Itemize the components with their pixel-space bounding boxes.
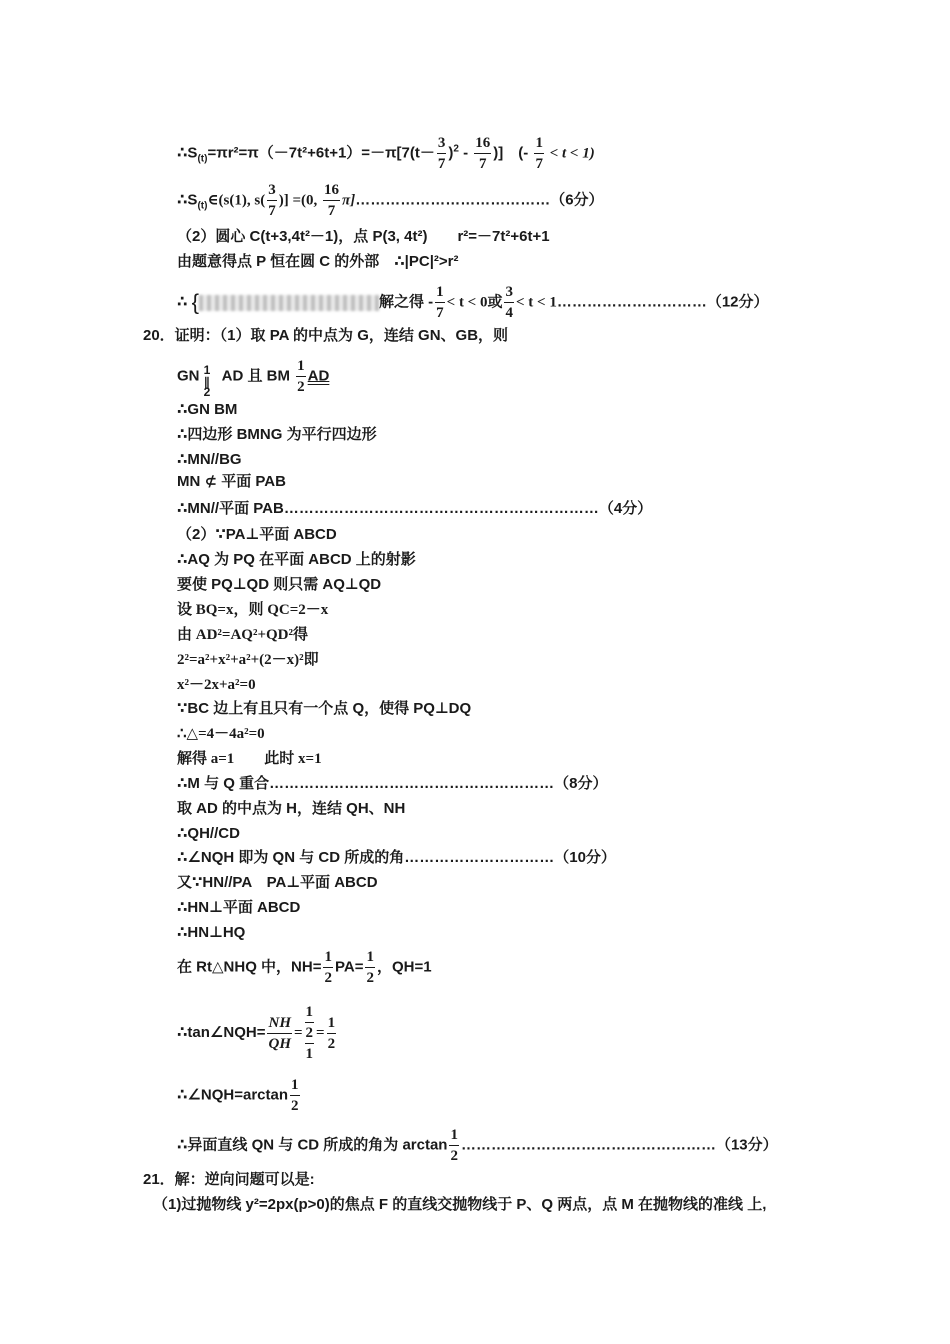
fraction: $\frac{3}{4}$ <box>505 284 513 321</box>
text-line: ∴HN⊥平面 ABCD <box>177 899 301 916</box>
text-line: ∴QH//CD <box>177 825 240 842</box>
text: = <box>316 1024 325 1041</box>
text: = <box>293 1024 303 1041</box>
text-line: ∴AQ 为 PQ 在平面 ABCD 上的射影 <box>177 551 416 568</box>
text-line <box>177 499 652 519</box>
text-line <box>177 947 432 988</box>
leader-dots: ………………………… <box>404 849 555 866</box>
text: ∈(s(1), s( <box>207 192 266 209</box>
score: （6分） <box>550 191 604 209</box>
fraction: $\frac{1}{2}$ <box>450 1127 458 1164</box>
text: AD <box>307 367 330 385</box>
formula-area <box>177 133 595 174</box>
score: （10分） <box>554 849 616 866</box>
text-line: （2）∵PA⊥平面 ABCD <box>177 526 337 543</box>
superscript: 2 <box>453 143 459 155</box>
text: 解之得 - <box>378 293 434 311</box>
compound-fraction: 1 2 1 <box>305 1004 314 1062</box>
problem-20-heading: 20．证明：（1）取 PA 的中点为 G，连结 GN、GB，则 <box>143 327 509 344</box>
score: （13分） <box>715 1136 778 1154</box>
text: GN <box>177 367 200 385</box>
text: ∴S <box>177 144 198 162</box>
blurred-system <box>199 295 379 311</box>
fraction: $\frac{1}{2}$ <box>297 358 305 395</box>
text: =πr²=π（－7t²+6t+1）=－π[7(t－ <box>207 144 435 162</box>
fraction: $\frac{1}{7}$ <box>436 284 444 321</box>
text-line <box>177 356 329 397</box>
leader-dots: ………………………………… <box>355 191 551 209</box>
text: π] <box>342 192 356 209</box>
fraction: $\frac{NH}{QH}$ <box>268 1014 291 1052</box>
text-line: 解得 a=1 此时 x=1 <box>177 751 322 767</box>
text-line: （1)过抛物线 y²=2px(p>0)的焦点 F 的直线交抛物线于 P、Q 两点，点 M 在抛物线的准线 上, <box>153 1196 767 1213</box>
range-area <box>177 180 604 221</box>
text-line: 设 BQ=x，则 QC=2－x <box>177 602 329 618</box>
text: ∴M 与 Q 重合 <box>177 775 270 792</box>
text-line: ∴MN//BG <box>177 451 242 468</box>
text-line: ∴△=4－4a²=0 <box>177 726 265 742</box>
text-line <box>177 848 616 868</box>
leader-dots: …………………………………………… <box>460 1136 716 1154</box>
text-line: ∵BC 边上有且只有一个点 Q，使得 PQ⊥DQ <box>177 700 472 717</box>
leader-dots: ………………………… <box>556 293 707 311</box>
fraction: $\frac{3}{7}$ <box>268 182 276 219</box>
text-line: 由 AD²=AQ²+QD²得 <box>177 627 309 643</box>
text: ∴tan∠NQH= <box>177 1023 266 1041</box>
fraction: $\frac{3}{7}$ <box>437 135 446 172</box>
score: （12分） <box>706 293 769 311</box>
text: ∴MN//平面 PAB <box>177 500 284 517</box>
text: - <box>458 144 473 162</box>
text-line: MN ⊄ 平面 PAB <box>177 473 286 490</box>
text: < t < 1 <box>515 294 557 311</box>
fraction: $\frac{1}{2}$ <box>366 949 374 986</box>
text-line: （2）圆心 C(t+3,4t²－1)，点 P(3, 4t²) r²=－7t²+6t+1 <box>177 228 550 245</box>
subscript: (t) <box>197 153 208 165</box>
text: ∴∠NQH=arctan <box>177 1086 288 1104</box>
text-line: 由题意得点 P 恒在圆 C 的外部 ∴|PC|²>r² <box>177 253 459 270</box>
text-line <box>177 1075 302 1116</box>
fraction: $\frac{16}{7}$ <box>475 135 491 172</box>
text-line: 取 AD 的中点为 H，连结 QH、NH <box>177 800 406 817</box>
text: ∴S <box>177 191 198 209</box>
text: < t < 0或 <box>446 294 503 311</box>
brace-icon: { <box>191 289 199 315</box>
subscript: (t) <box>197 200 208 212</box>
score: （8分） <box>554 775 608 792</box>
leader-dots: ………………………………………………… <box>269 775 555 792</box>
text: AD 且 BM <box>221 367 290 385</box>
leader-dots: ……………………………………………………… <box>283 500 599 517</box>
fraction: $\frac{1}{2}$ <box>324 949 332 986</box>
text-line <box>177 774 607 794</box>
text-line: 2²=a²+x²+a²+(2－x)²即 <box>177 652 319 668</box>
text-line: 又∵HN//PA PA⊥平面 ABCD <box>177 874 378 891</box>
parallel-equal-symbol: 1 ∥ 2 <box>203 362 211 399</box>
text: ∴∠NQH 即为 QN 与 CD 所成的角 <box>177 849 405 866</box>
solve-line <box>177 282 769 323</box>
fraction: $\frac{16}{7}$ <box>324 182 340 219</box>
text: )] (- <box>493 144 533 162</box>
fraction: $\frac{1}{2}$ <box>327 1014 336 1052</box>
text-line: 要使 PQ⊥QD 则只需 AQ⊥QD <box>177 576 382 593</box>
text: < t < 1) <box>545 145 595 162</box>
text-line: ∴GN BM <box>177 401 238 418</box>
text: ∴ <box>177 293 188 311</box>
text: ) <box>448 144 454 162</box>
text: PA= <box>334 958 364 976</box>
text-line: x²－2x+a²=0 <box>177 677 256 693</box>
text: ∴异面直线 QN 与 CD 所成的角为 arctan <box>177 1136 448 1154</box>
score: （4分） <box>598 500 653 517</box>
fraction: $\frac{1}{7}$ <box>535 135 543 172</box>
text-line: ∴HN⊥HQ <box>177 924 246 941</box>
text: ，QH=1 <box>376 958 432 976</box>
text-line: ∴四边形 BMNG 为平行四边形 <box>177 426 377 443</box>
text-line <box>177 1002 338 1064</box>
problem-21-heading: 21．解：逆向问题可以是: <box>143 1171 315 1188</box>
fraction: $\frac{1}{2}$ <box>291 1077 299 1114</box>
text: )] =(0, <box>278 192 322 209</box>
text: 在 Rt△NHQ 中，NH= <box>177 958 322 976</box>
text-line <box>177 1125 778 1166</box>
